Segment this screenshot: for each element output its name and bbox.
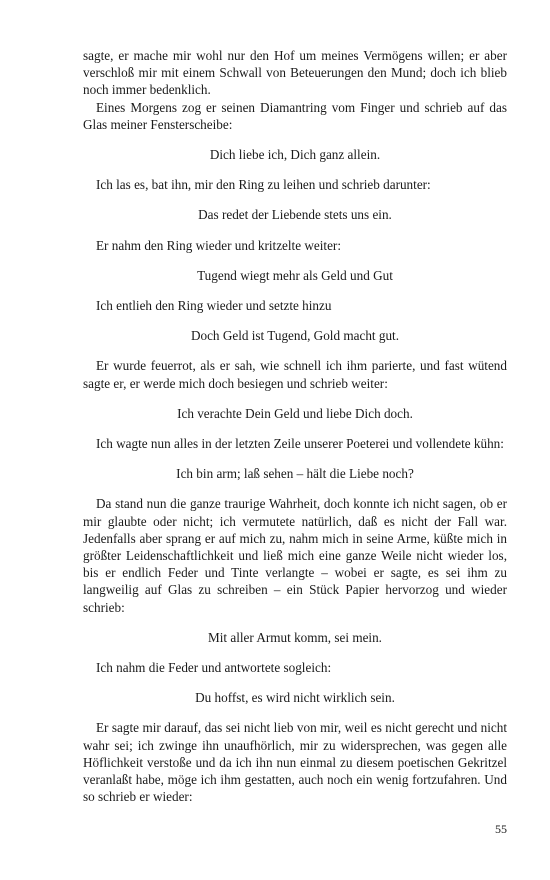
paragraph: Eines Morgens zog er seinen Diamantring vom Finger und schrieb auf das Glas meiner Fensterscheibe: [83,99,507,132]
paragraph: Er sagte mir darauf, das sei nicht lieb von mir, weil es nicht gerecht und nicht wahr sei; ich zwinge ihn unaufhörlich, mir zu widersprechen, was gegen alle Höflichkeit verstoße und da ich ihn nun einmal zu diesem poetischen Gekritzel veranlaßt habe, möge ich ihm gestatten, auch noch ein wenig fortzufahren. Und so schrieb er wieder: [83,720,507,805]
paragraph: sagte, er mache mir wohl nur den Hof um meines Vermögens willen; er aber verschloß mir mit einem Schwall von Beteuerungen den Mund; doch ich blieb noch immer bedenklich. [83,48,507,98]
text-body [83,47,507,806]
paragraph: Ich entlieh den Ring wieder und setzte hinzu [96,298,332,314]
paragraph: Er wurde feuerrot, als er sah, wie schnell ich ihm parierte, und fast wütend sagte er, er werde mich doch besiegen und schrieb weiter: [83,358,507,391]
verse-line: Doch Geld ist Tugend, Gold macht gut. [190,328,400,344]
verse-line: Das redet der Liebende stets uns ein. [198,207,392,223]
page-number: 55 [495,822,507,836]
paragraph: Da stand nun die ganze traurige Wahrheit, doch konnte ich nicht sagen, ob er mir glaubte oder nicht; ich vermutete natürlich, daß es nicht der Fall war. Jedenfalls aber sprang er auf mich zu, nahm mich in seine Arme, küßte mich in größter Leidenschaftlichkeit und ließ mich eine ganze Weile nicht wieder los, bis er endlich Feder und Tinte verlangte – wobei er sagte, es sei ihm zu langweilig auf Glas zu schreiben – ein Stück Papier hervorzog und wieder schrieb: [83,496,507,615]
paragraph: Ich wagte nun alles in der letzten Zeile unserer Poeterei und vollendete kühn: [96,436,504,452]
verse-line: Mit aller Armut komm, sei mein. [208,629,382,645]
verse-line: Ich verachte Dein Geld und liebe Dich doch. [177,405,413,421]
verse-line: Du hoffst, es wird nicht wirklich sein. [195,690,395,706]
paragraph: Ich nahm die Feder und antwortete sogleich: [96,660,332,676]
paragraph: Er nahm den Ring wieder und kritzelte weiter: [96,237,341,253]
paragraph: Ich las es, bat ihn, mir den Ring zu leihen und schrieb darunter: [96,177,431,193]
verse-line: Dich liebe ich, Dich ganz allein. [209,147,381,163]
verse-line: Ich bin arm; laß sehen – hält die Liebe noch? [176,466,414,482]
verse-line: Tugend wiegt mehr als Geld und Gut [197,267,393,283]
